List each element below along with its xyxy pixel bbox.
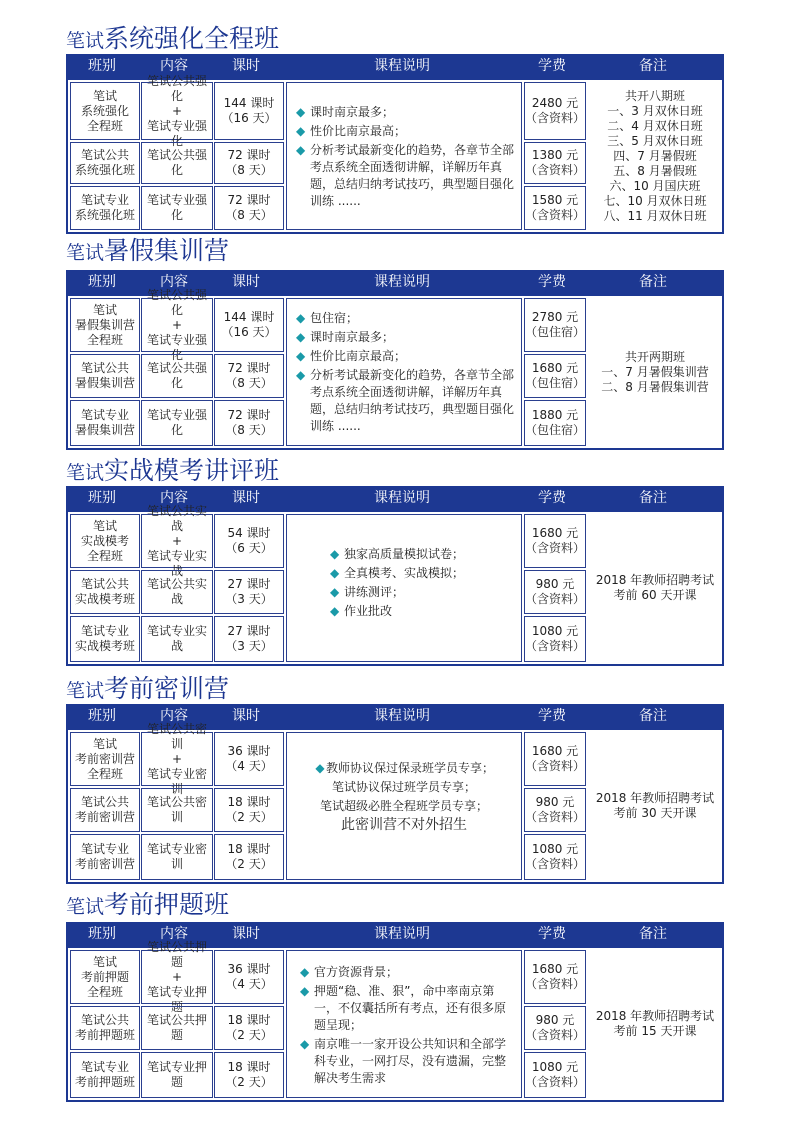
- cell-fee: 2480 元 （含资料）: [524, 82, 586, 140]
- section-title: 笔试考前押题班: [66, 890, 230, 919]
- header-content: 内容: [160, 274, 188, 290]
- desc-item: ◆ 包住宿；: [296, 311, 359, 325]
- cell-fee: 1080 元 （含资料）: [524, 1052, 586, 1098]
- header-notes: 备注: [639, 58, 667, 74]
- course-description: [296, 310, 516, 437]
- cell-class: 笔试 实战模考 全程班: [70, 514, 140, 568]
- header-hours: 课时: [232, 490, 260, 506]
- cell-hours: 72 课时 （8 天）: [214, 186, 284, 230]
- diamond-bullet-icon: ◆: [330, 566, 340, 580]
- notes: 2018 年教师招聘考试 考前 60 天开课: [595, 573, 715, 602]
- header-notes: 备注: [639, 708, 667, 724]
- cell-class: 笔试专业 实战模考班: [70, 616, 140, 662]
- desc-item: ◆ 南京唯一一家开设公共知识和全部学科专业，一网打尽，没有遗漏，完整解决考生需求: [300, 1037, 507, 1085]
- cell-class: 笔试公共 暑假集训营: [70, 354, 140, 398]
- cell-class: 笔试 考前密训营 全程班: [70, 732, 140, 786]
- header-hours: 课时: [232, 708, 260, 724]
- cell-content: 笔试专业押题: [141, 1052, 213, 1098]
- desc-item: ◆ 教师协议保过保录班学员专享；: [315, 761, 494, 775]
- header-class: 班别: [88, 926, 116, 942]
- cell-content: 笔试公共押题: [141, 1006, 213, 1050]
- cell-fee: 980 元 （含资料）: [524, 788, 586, 832]
- header-fee: 学费: [538, 58, 566, 74]
- section-title: 笔试考前密训营: [66, 674, 230, 703]
- section-title: 笔试暑假集训营: [66, 236, 230, 265]
- cell-content: 笔试公共强化 + 笔试专业强化: [141, 298, 213, 352]
- cell-hours: 54 课时 （6 天）: [214, 514, 284, 568]
- cell-hours: 18 课时 （2 天）: [214, 1052, 284, 1098]
- cell-class: 笔试公共 实战模考班: [70, 570, 140, 614]
- diamond-bullet-icon: ◆: [296, 349, 306, 363]
- cell-content: 笔试公共密训: [141, 788, 213, 832]
- header-class: 班别: [88, 274, 116, 290]
- cell-fee: 1080 元 （含资料）: [524, 834, 586, 880]
- header-desc: 课程说明: [374, 490, 430, 506]
- diamond-bullet-icon: ◆: [300, 1037, 310, 1051]
- desc-line: 笔试协议保过班学员专享；: [331, 780, 476, 794]
- header-hours: 课时: [232, 274, 260, 290]
- notes: 共开八期班 一、3 月双休日班 二、4 月双休日班 三、5 月双休日班 四、7 月暑假班 五、8 月暑假班 六、10 月国庆班 七、10 月双休日班 八、11 月双休日班: [603, 88, 707, 223]
- cell-hours: 144 课时 （16 天）: [214, 82, 284, 140]
- desc-item: ◆ 押题“稳、准、狠”，命中率南京第一，不仅囊括所有考点，还有很多原题呈现；: [300, 984, 507, 1032]
- cell-hours: 72 课时 （8 天）: [214, 400, 284, 446]
- cell-class: 笔试专业 系统强化班: [70, 186, 140, 230]
- desc-emphasis: 此密训营不对外招生: [341, 817, 467, 833]
- desc-item: ◆ 作业批改: [330, 604, 393, 618]
- course-description: [296, 104, 516, 212]
- cell-content: 笔试专业密训: [141, 834, 213, 880]
- desc-item: ◆ 性价比南京最高；: [296, 124, 407, 138]
- diamond-bullet-icon: ◆: [296, 368, 306, 382]
- cell-content: 笔试专业强化: [141, 400, 213, 446]
- cell-fee: 1680 元 （含资料）: [524, 732, 586, 786]
- cell-content: 笔试公共实战 + 笔试专业实战: [141, 514, 213, 568]
- cell-fee: 2780 元 （包住宿）: [524, 298, 586, 352]
- desc-item: ◆ 分析考试最新变化的趋势，各章节全部考点系统全面透彻讲解，详解历年真题，总结归纳考试技巧，典型题目强化训练 ......: [296, 143, 515, 208]
- header-content: 内容: [160, 58, 188, 74]
- header-hours: 课时: [232, 926, 260, 942]
- cell-class: 笔试专业 暑假集训营: [70, 400, 140, 446]
- header-fee: 学费: [538, 490, 566, 506]
- desc-item: ◆ 全真模考、实战模拟；: [330, 566, 465, 580]
- cell-class: 笔试专业 考前押题班: [70, 1052, 140, 1098]
- cell-hours: 18 课时 （2 天）: [214, 788, 284, 832]
- desc-line: 笔试超级必胜全程班学员专享；: [319, 799, 488, 813]
- cell-fee: 1880 元 （包住宿）: [524, 400, 586, 446]
- header-desc: 课程说明: [374, 274, 430, 290]
- table-body: [66, 73, 724, 234]
- cell-class: 笔试 考前押题 全程班: [70, 950, 140, 1004]
- header-class: 班别: [88, 708, 116, 724]
- course-description: [290, 760, 518, 834]
- cell-fee: 1680 元 （含资料）: [524, 514, 586, 568]
- notes: 2018 年教师招聘考试 考前 15 天开课: [595, 1009, 715, 1038]
- section-title: 笔试系统强化全程班: [66, 24, 280, 53]
- header-desc: 课程说明: [374, 58, 430, 74]
- section-secret-camp: [66, 668, 724, 890]
- header-hours: 课时: [232, 58, 260, 74]
- cell-hours: 36 课时 （4 天）: [214, 732, 284, 786]
- section-summer-camp: [66, 232, 724, 452]
- table-body: [66, 721, 724, 884]
- diamond-bullet-icon: ◆: [300, 965, 310, 979]
- cell-content: 笔试公共实战: [141, 570, 213, 614]
- cell-fee: 1680 元 （含资料）: [524, 950, 586, 1004]
- diamond-bullet-icon: ◆: [330, 547, 340, 561]
- section-prediction-class: [66, 884, 724, 1106]
- header-content: 内容: [160, 708, 188, 724]
- cell-content: 笔试公共押题 + 笔试专业押题: [141, 950, 213, 1004]
- table-body: [66, 503, 724, 666]
- header-notes: 备注: [639, 926, 667, 942]
- diamond-bullet-icon: ◆: [296, 124, 306, 138]
- cell-class: 笔试公共 系统强化班: [70, 142, 140, 184]
- cell-fee: 1380 元 （含资料）: [524, 142, 586, 184]
- cell-hours: 72 课时 （8 天）: [214, 354, 284, 398]
- cell-hours: 18 课时 （2 天）: [214, 1006, 284, 1050]
- diamond-bullet-icon: ◆: [296, 330, 306, 344]
- cell-class: 笔试 暑假集训营 全程班: [70, 298, 140, 352]
- cell-hours: 72 课时 （8 天）: [214, 142, 284, 184]
- cell-fee: 980 元 （含资料）: [524, 570, 586, 614]
- header-notes: 备注: [639, 274, 667, 290]
- header-class: 班别: [88, 490, 116, 506]
- diamond-bullet-icon: ◆: [300, 984, 310, 998]
- header-fee: 学费: [538, 708, 566, 724]
- section-title: 笔试实战模考讲评班: [66, 456, 280, 485]
- cell-fee: 1080 元 （含资料）: [524, 616, 586, 662]
- table-body: [66, 939, 724, 1102]
- diamond-bullet-icon: ◆: [296, 105, 306, 119]
- cell-content: 笔试专业强化: [141, 186, 213, 230]
- desc-item: ◆ 独家高质量模拟试卷；: [330, 547, 465, 561]
- diamond-bullet-icon: ◆: [296, 143, 306, 157]
- cell-fee: 980 元 （含资料）: [524, 1006, 586, 1050]
- cell-class: 笔试公共 考前押题班: [70, 1006, 140, 1050]
- desc-item: ◆ 分析考试最新变化的趋势，各章节全部考点系统全面透彻讲解，详解历年真题，总结归纳考试技巧，典型题目强化训练 ......: [296, 368, 515, 433]
- cell-hours: 144 课时 （16 天）: [214, 298, 284, 352]
- cell-class: 笔试 系统强化 全程班: [70, 82, 140, 140]
- cell-hours: 27 课时 （3 天）: [214, 616, 284, 662]
- section-mock-exam: [66, 450, 724, 672]
- desc-item: ◆ 性价比南京最高；: [296, 349, 407, 363]
- cell-content: 笔试公共强化: [141, 142, 213, 184]
- desc-item: ◆ 讲练测评；: [330, 585, 405, 599]
- cell-hours: 27 课时 （3 天）: [214, 570, 284, 614]
- header-content: 内容: [160, 490, 188, 506]
- cell-fee: 1680 元 （包住宿）: [524, 354, 586, 398]
- cell-hours: 36 课时 （4 天）: [214, 950, 284, 1004]
- diamond-bullet-icon: ◆: [315, 761, 325, 775]
- desc-item: ◆ 课时南京最多；: [296, 330, 395, 344]
- cell-hours: 18 课时 （2 天）: [214, 834, 284, 880]
- header-desc: 课程说明: [374, 708, 430, 724]
- cell-content: 笔试公共密训 + 笔试专业密训: [141, 732, 213, 786]
- desc-item: ◆ 课时南京最多；: [296, 105, 395, 119]
- desc-item: ◆ 官方资源背景；: [300, 965, 399, 979]
- diamond-bullet-icon: ◆: [296, 311, 306, 325]
- section-system-class: [66, 14, 724, 236]
- table-body: [66, 287, 724, 450]
- course-description: [300, 964, 506, 1089]
- header-class: 班别: [88, 58, 116, 74]
- notes: 2018 年教师招聘考试 考前 30 天开课: [595, 791, 715, 820]
- cell-class: 笔试专业 考前密训营: [70, 834, 140, 880]
- course-description: [330, 546, 510, 622]
- diamond-bullet-icon: ◆: [330, 585, 340, 599]
- cell-content: 笔试公共强化: [141, 354, 213, 398]
- cell-content: 笔试公共强化 + 笔试专业强化: [141, 82, 213, 140]
- header-notes: 备注: [639, 490, 667, 506]
- cell-class: 笔试公共 考前密训营: [70, 788, 140, 832]
- header-fee: 学费: [538, 274, 566, 290]
- header-desc: 课程说明: [374, 926, 430, 942]
- header-content: 内容: [160, 926, 188, 942]
- diamond-bullet-icon: ◆: [330, 604, 340, 618]
- notes: 共开两期班 一、7 月暑假集训营 二、8 月暑假集训营: [601, 349, 709, 394]
- header-fee: 学费: [538, 926, 566, 942]
- cell-fee: 1580 元 （含资料）: [524, 186, 586, 230]
- cell-content: 笔试专业实战: [141, 616, 213, 662]
